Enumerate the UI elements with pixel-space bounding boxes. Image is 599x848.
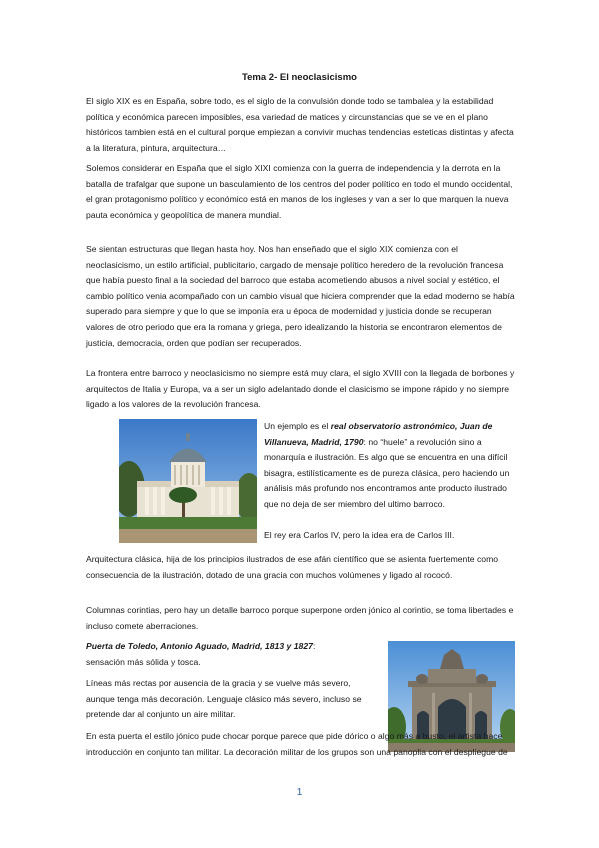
- paragraph-3: Se sientan estructuras que llegan hasta hoy. Nos han enseñado que el siglo XIX comienza con el neoclasicismo, un estilo artificial, publicitario, cargado de mensaje político heredero de la revolución francesa que había puesto final a la sociedad del barroco que estaba acometiendo abusos a nivel social y estético, el cambio político venia acompañado con un cambio visual que hiciera comprender que la edad moderno se había superado para siempre y que lo que se imponía era u época de modernidad y justicia donde se recuperan valores de otro periodo que era la romana y griega, pero idealizando la historia se encontraron elementos de justicia, democracia, orden que podían ser recuperados.: [86, 244, 515, 348]
- page-title: Tema 2- El neoclasicismo: [242, 72, 357, 83]
- paragraph-11: En esta puerta el estilo jónico pude chocar porque parece que pide dórico o algo más a busto, el artista hace introducción en conjunto tan militar. La decoración militar de los grupos son una panoplia con el despliegue de: [86, 731, 508, 757]
- observatory-title: real observatorio astronómico, Juan de Villanueva, Madrid, 1790: [264, 421, 493, 447]
- puerta-toledo-title: Puerta de Toledo, Antonio Aguado, Madrid, 1813 y 1827: [86, 641, 313, 651]
- paragraph-king: El rey era Carlos IV, pero la idea era de Carlos III.: [264, 530, 455, 540]
- puerta-toledo-description: : sensación más sólida y tosca.: [86, 641, 316, 667]
- paragraph-8: Columnas corintias, pero hay un detalle barroco porque superpone orden jónico al corintio, se toma libertades e incluso comete aberraciones.: [86, 605, 514, 631]
- paragraph-puerta-toledo: [86, 639, 354, 670]
- paragraph-7: Arquitectura clásica, hija de los principios ilustrados de ese afán científico que se asienta fuertemente como consecuencia de la ilustración, dotado de una gracia con muchos volúmenes y ligado al rococó.: [86, 554, 499, 580]
- paragraph-observatory: [264, 419, 516, 513]
- paragraph-10: Líneas más rectas por ausencia de la gracia y se vuelve más severo, aunque tenga más decoración. Lenguaje clásico más severo, incluso se pretende dar al conjunto un aire militar.: [86, 678, 362, 720]
- paragraph-2: Solemos considerar en España que el siglo XIXI comienza con la guerra de independencia y la derrota en la batalla de trafalgar que supone un basculamiento de los centros del poder político en todo el mundo occidental, el gran protagonismo político y económico está en manos de los ingleses y van a ser lo que marquen la nueva pauta económica y geopolítica de manera mundial.: [86, 163, 513, 220]
- paragraph-4: La frontera entre barroco y neoclasicismo no siempre está muy clara, el siglo XVIII con la llegada de borbones y arquitectos de Italia y Europa, va a ser un siglo adelantado donde el clasicismo se impone rápido y no siempre ligado a los valores de la revolución francesa.: [86, 368, 515, 410]
- observatory-description: : no “huele” a revolución sino a monarquía e ilustración. Es algo que se encuentra en una difícil bisagra, estilísticamente es de pureza clásica, pero haciendo un análisis más profundo nos encontramos ante producto ilustrado que no deja de ser miembro del ultimo barroco.: [264, 436, 510, 509]
- observatory-illustration: [119, 419, 257, 543]
- page-number: 1: [296, 787, 303, 798]
- observatory-intro: Un ejemplo es el: [264, 421, 331, 431]
- observatory-photo: [119, 419, 257, 543]
- paragraph-1: El siglo XIX es en España, sobre todo, es el siglo de la convulsión donde todo se tambalea y la estabilidad política y económica parecen imposibles, esa variedad de matices y circunstancias que se ve en el plano históricos tambien está en el cultural porque empiezan a convivir muchas tendencias esteticas distintas y afecta a la literatura, pintura, arquitectura…: [86, 96, 514, 153]
